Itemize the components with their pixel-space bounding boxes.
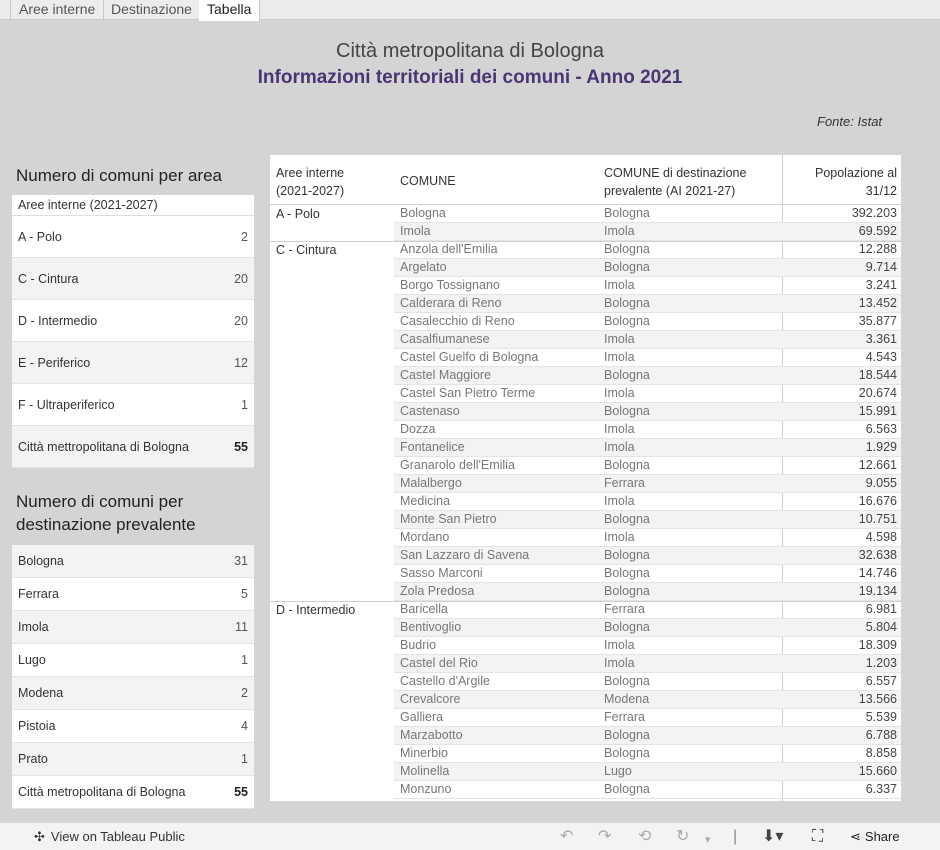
popolazione-cell: 10.751: [858, 512, 897, 526]
popolazione-cell: 6.337: [865, 782, 897, 796]
destination-count: 5: [241, 587, 248, 601]
destinazione-cell: Bologna: [604, 548, 650, 562]
table-row[interactable]: [394, 565, 901, 583]
destinazione-cell: Bologna: [604, 368, 650, 382]
comune-cell: Fontanelice: [400, 440, 465, 454]
comune-cell: Castel Guelfo di Bologna: [400, 350, 539, 364]
destinazione-cell: Ferrara: [604, 710, 645, 724]
header-dest-line2: prevalente (AI 2021-27): [604, 184, 736, 198]
popolazione-cell: 392.203: [851, 206, 897, 220]
destinazione-cell: Bologna: [604, 674, 650, 688]
popolazione-cell: 9.714: [865, 260, 897, 274]
comune-cell: Casalecchio di Reno: [400, 314, 515, 328]
destinazione-cell: Lugo: [604, 764, 632, 778]
destination-label: Lugo: [18, 653, 46, 667]
destination-row[interactable]: [12, 545, 254, 578]
undo-icon[interactable]: ↶: [560, 828, 574, 845]
popolazione-cell: 6.981: [865, 602, 897, 616]
comune-cell: Argelato: [400, 260, 447, 274]
popolazione-cell: 19.134: [858, 584, 897, 598]
area-group-label: C - Cintura: [276, 243, 337, 257]
destination-count: 55: [234, 785, 248, 799]
header-aree-interne[interactable]: [276, 164, 344, 200]
destinazione-cell: Ferrara: [604, 476, 645, 490]
table-row[interactable]: [394, 223, 901, 241]
table-row[interactable]: [394, 745, 901, 763]
areas-summary-table: [12, 195, 254, 468]
page-title: Città metropolitana di Bologna: [336, 40, 604, 62]
popolazione-cell: 1.929: [865, 440, 897, 454]
dest-summary-table: [12, 545, 254, 809]
destination-row[interactable]: [12, 677, 254, 710]
area-count: 1: [241, 398, 248, 412]
destination-label: Bologna: [18, 554, 64, 568]
area-row[interactable]: [12, 258, 254, 300]
destination-label: Città metropolitana di Bologna: [18, 785, 186, 799]
table-row[interactable]: [394, 727, 901, 745]
comune-cell: Castello d'Argile: [400, 674, 490, 688]
destinazione-cell: Bologna: [604, 260, 650, 274]
table-row[interactable]: [394, 655, 901, 673]
destination-row[interactable]: [12, 743, 254, 776]
destination-row[interactable]: [12, 578, 254, 611]
popolazione-cell: 6.788: [865, 728, 897, 742]
area-row[interactable]: [12, 384, 254, 426]
destinazione-cell: Imola: [604, 440, 635, 454]
popolazione-cell: 16.676: [858, 494, 897, 508]
table-row[interactable]: [394, 403, 901, 421]
table-row[interactable]: [394, 259, 901, 277]
source-note: Fonte: Istat: [817, 114, 883, 129]
area-label: F - Ultraperiferico: [18, 398, 115, 412]
areas-section-title: Numero di comuni per area: [16, 166, 222, 185]
table-row[interactable]: [394, 421, 901, 439]
popolazione-cell: 6.557: [865, 674, 897, 688]
destinazione-cell: Ferrara: [604, 602, 645, 616]
download-icon[interactable]: ⬇▾: [762, 828, 784, 845]
area-group-label: A - Polo: [276, 207, 320, 221]
share-label: Share: [864, 829, 900, 844]
tableau-toolbar: [0, 822, 940, 850]
popolazione-cell: 5.804: [865, 620, 897, 634]
table-row[interactable]: [394, 367, 901, 385]
area-count: 20: [234, 314, 248, 328]
popolazione-cell: 6.563: [865, 422, 897, 436]
comune-cell: Zola Predosa: [400, 584, 475, 598]
dest-title-line1: Numero di comuni per: [16, 492, 184, 511]
table-row[interactable]: [394, 295, 901, 313]
destination-row[interactable]: [12, 644, 254, 677]
destinazione-cell: Imola: [604, 278, 635, 292]
dest-section-title: [16, 490, 196, 536]
area-row[interactable]: [12, 300, 254, 342]
comune-cell: Castel San Pietro Terme: [400, 386, 536, 400]
destination-row[interactable]: [12, 710, 254, 743]
comune-cell: Malalbergo: [400, 476, 462, 490]
table-row[interactable]: [394, 349, 901, 367]
table-row[interactable]: [394, 385, 901, 403]
table-row[interactable]: [394, 619, 901, 637]
area-group-label: D - Intermedio: [276, 603, 356, 617]
area-row[interactable]: [12, 342, 254, 384]
area-count: 12: [234, 356, 248, 370]
tab-tabella[interactable]: Tabella: [199, 0, 260, 21]
popolazione-cell: 12.288: [858, 242, 897, 256]
destinazione-cell: Imola: [604, 656, 635, 670]
comune-cell: Minerbio: [400, 746, 448, 760]
dest-title-line2: destinazione prevalente: [16, 515, 196, 534]
areas-table-header: Aree interne (2021-2027): [12, 195, 254, 216]
destinazione-cell: Imola: [604, 350, 635, 364]
comune-cell: Mordano: [400, 530, 450, 544]
comune-cell: Borgo Tossignano: [400, 278, 500, 292]
revert-icon[interactable]: ⟲: [638, 828, 652, 845]
popolazione-cell: 8.858: [865, 746, 897, 760]
comune-cell: San Lazzaro di Savena: [400, 548, 530, 562]
area-count: 55: [234, 440, 248, 454]
comuni-table-header: [270, 155, 901, 205]
destinazione-cell: Bologna: [604, 584, 650, 598]
comune-cell: Dozza: [400, 422, 436, 436]
page-subtitle: Informazioni territoriali dei comuni - Anno 2021: [257, 67, 683, 88]
popolazione-cell: 13.452: [858, 296, 897, 310]
table-row[interactable]: [394, 457, 901, 475]
destination-count: 11: [235, 620, 248, 634]
table-row[interactable]: [394, 763, 901, 781]
popolazione-cell: 18.309: [858, 638, 897, 652]
refresh-dropdown-icon[interactable]: ▾: [705, 834, 711, 846]
tab-aree-interne[interactable]: Aree interne: [10, 0, 104, 20]
destination-label: Imola: [18, 620, 49, 634]
area-label: A - Polo: [18, 230, 62, 244]
comune-cell: Castel del Rio: [400, 656, 478, 670]
destinazione-cell: Bologna: [604, 404, 650, 418]
comune-cell: Marzabotto: [400, 728, 463, 742]
tab-destinazione[interactable]: Destinazione: [103, 0, 201, 20]
destinazione-cell: Bologna: [604, 512, 650, 526]
destinazione-cell: Imola: [604, 638, 635, 652]
popolazione-cell: 4.598: [865, 530, 897, 544]
table-row[interactable]: [394, 511, 901, 529]
fullscreen-icon[interactable]: ⛶: [812, 828, 824, 845]
table-row[interactable]: [394, 277, 901, 295]
destination-count: 31: [234, 554, 248, 568]
header-area-line2: (2021-2027): [276, 184, 345, 198]
header-pop-line1: Popolazione al: [814, 166, 897, 180]
comune-cell: Medicina: [400, 494, 451, 508]
popolazione-cell: 15.660: [858, 764, 897, 778]
view-on-tableau-button[interactable]: [34, 828, 185, 846]
destination-count: 1: [241, 752, 248, 766]
popolazione-cell: 9.055: [865, 476, 897, 490]
destinazione-cell: Imola: [604, 530, 635, 544]
destinazione-cell: Bologna: [604, 746, 650, 760]
share-icon: ⋖: [850, 829, 861, 844]
comune-cell: Castel Maggiore: [400, 368, 492, 382]
redo-icon[interactable]: ↷: [598, 828, 612, 845]
popolazione-cell: 18.544: [858, 368, 897, 382]
area-count: 2: [241, 230, 248, 244]
comune-cell: Bologna: [400, 206, 446, 220]
destination-label: Modena: [18, 686, 64, 700]
header-dest-line1: COMUNE di destinazione: [604, 166, 747, 180]
comune-cell: Galliera: [400, 710, 444, 724]
table-row[interactable]: [394, 673, 901, 691]
table-row[interactable]: [394, 493, 901, 511]
popolazione-cell: 12.661: [858, 458, 897, 472]
comune-cell: Anzola dell'Emilia: [400, 242, 498, 256]
destination-count: 4: [241, 719, 248, 733]
destination-label: Prato: [18, 752, 48, 766]
destinazione-cell: Imola: [604, 494, 635, 508]
destination-row[interactable]: [12, 611, 254, 644]
table-row[interactable]: [394, 439, 901, 457]
table-row[interactable]: [394, 331, 901, 349]
table-row[interactable]: [394, 709, 901, 727]
destination-count: 2: [241, 686, 248, 700]
comuni-table: [270, 155, 901, 801]
table-row[interactable]: [394, 205, 901, 223]
header-area-line1: Aree interne: [276, 166, 345, 180]
comune-cell: Crevalcore: [400, 692, 461, 706]
destinazione-cell: Imola: [604, 224, 635, 238]
popolazione-cell: 13.566: [858, 692, 897, 706]
destinazione-cell: Bologna: [604, 458, 650, 472]
comune-cell: Sasso Marconi: [400, 566, 483, 580]
comune-cell: Imola: [400, 224, 431, 238]
area-label: D - Intermedio: [18, 314, 98, 328]
popolazione-cell: 15.991: [858, 404, 897, 418]
table-row[interactable]: [394, 475, 901, 493]
destinazione-cell: Bologna: [604, 242, 650, 256]
comune-cell: Monte San Pietro: [400, 512, 497, 526]
destinazione-cell: Bologna: [604, 314, 650, 328]
popolazione-cell: 5.539: [865, 710, 897, 724]
popolazione-cell: 20.674: [858, 386, 897, 400]
popolazione-cell: 32.638: [858, 548, 897, 562]
toolbar-divider: |: [733, 828, 738, 845]
destinazione-cell: Bologna: [604, 296, 650, 310]
destinazione-cell: Modena: [604, 692, 650, 706]
destinazione-cell: Imola: [604, 332, 635, 346]
destinazione-cell: Bologna: [604, 728, 650, 742]
destination-count: 1: [241, 653, 248, 667]
comune-cell: Molinella: [400, 764, 450, 778]
area-count: 20: [234, 272, 248, 286]
table-row[interactable]: [394, 637, 901, 655]
share-button[interactable]: [850, 828, 900, 846]
table-row[interactable]: [394, 241, 901, 259]
area-label: C - Cintura: [18, 272, 79, 286]
comune-cell: Granarolo dell'Emilia: [400, 458, 515, 472]
destinazione-cell: Bologna: [604, 782, 650, 796]
table-row[interactable]: [394, 529, 901, 547]
comune-cell: Bentivoglio: [400, 620, 462, 634]
view-on-tableau-label: View on Tableau Public: [50, 829, 185, 844]
destination-row[interactable]: [12, 776, 254, 809]
tab-bar: [0, 0, 940, 20]
area-label: E - Periferico: [18, 356, 91, 370]
area-row[interactable]: [12, 216, 254, 258]
popolazione-cell: 3.241: [865, 278, 897, 292]
popolazione-cell: 35.877: [858, 314, 897, 328]
table-row[interactable]: [394, 583, 901, 601]
table-row[interactable]: [394, 601, 901, 619]
area-row[interactable]: [12, 426, 254, 468]
comune-cell: Castenaso: [400, 404, 460, 418]
popolazione-cell: 1.203: [865, 656, 897, 670]
popolazione-cell: 14.746: [858, 566, 897, 580]
header-destinazione[interactable]: [604, 164, 746, 200]
popolazione-cell: 3.361: [865, 332, 897, 346]
area-label: Città mettropolitana di Bologna: [18, 440, 189, 454]
table-row[interactable]: [394, 691, 901, 709]
table-row[interactable]: [394, 547, 901, 565]
tableau-logo-icon: ✣: [34, 829, 45, 844]
header-pop-line2: 31/12: [865, 184, 897, 198]
refresh-icon[interactable]: ↻: [676, 828, 690, 845]
destination-label: Pistoia: [18, 719, 56, 733]
comune-cell: Monzuno: [400, 782, 452, 796]
comune-cell: Casalfiumanese: [400, 332, 490, 346]
destination-label: Ferrara: [18, 587, 59, 601]
destinazione-cell: Imola: [604, 422, 635, 436]
table-row[interactable]: [394, 781, 901, 799]
popolazione-cell: 69.592: [858, 224, 897, 238]
comune-cell: Budrio: [400, 638, 437, 652]
destinazione-cell: Bologna: [604, 206, 650, 220]
comune-cell: Baricella: [400, 602, 448, 616]
table-row[interactable]: [394, 313, 901, 331]
destinazione-cell: Bologna: [604, 566, 650, 580]
comune-cell: Calderara di Reno: [400, 296, 502, 310]
header-comune[interactable]: COMUNE: [400, 174, 456, 188]
destinazione-cell: Bologna: [604, 620, 650, 634]
header-popolazione[interactable]: [815, 164, 897, 200]
popolazione-cell: 4.543: [865, 350, 897, 364]
destinazione-cell: Imola: [604, 386, 635, 400]
